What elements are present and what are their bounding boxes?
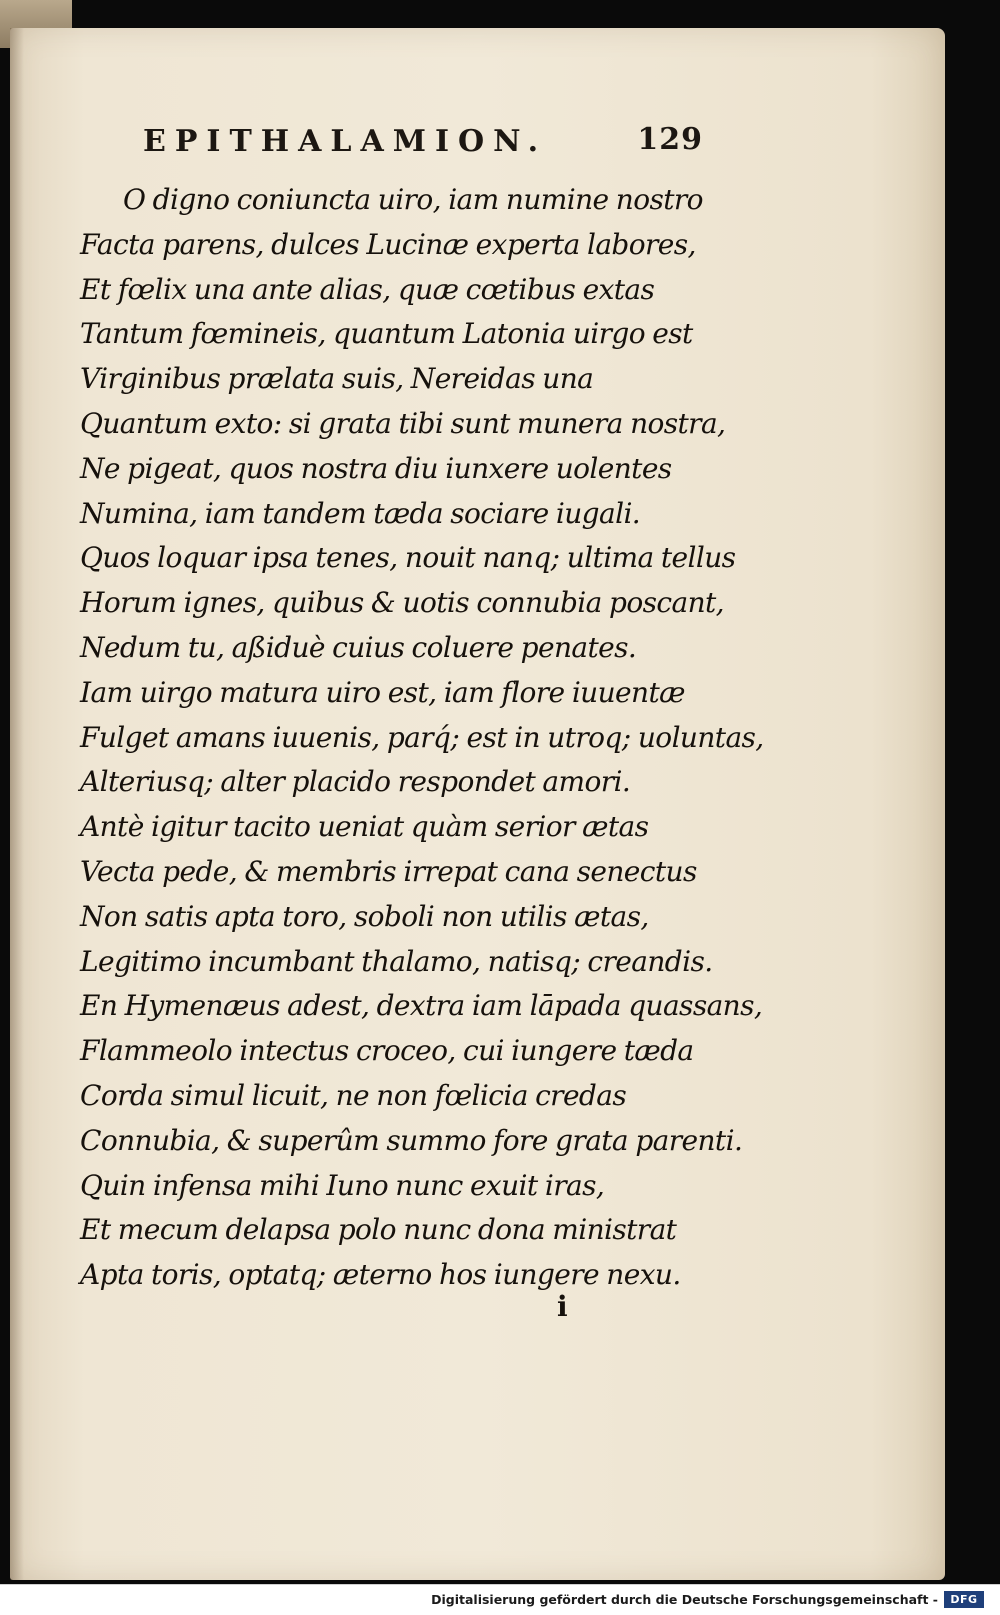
verse-line: Fulget amans iuuenis, parq́; est in utroq; uoluntas, <box>80 720 764 754</box>
verse-line: Horum ignes, quibus & uotis connubia poscant, <box>80 586 724 620</box>
verse-line: Vecta pede, & membris irrepat cana senectus <box>80 854 697 888</box>
verse-line: Quantum exto: si grata tibi sunt munera nostra, <box>80 406 726 440</box>
verse-line: Quos loquar ipsa tenes, nouit nanq; ultima tellus <box>80 541 736 575</box>
book-page <box>10 28 945 1580</box>
catchword: i <box>557 1290 568 1323</box>
verse-line: O digno coniuncta uiro, iam numine nostro <box>123 183 703 216</box>
digitization-footer <box>0 1584 1000 1615</box>
verse-line: Alteriusq; alter placido respondet amori. <box>80 765 631 799</box>
verse-line: Quin infensa mihi Iuno nunc exuit iras, <box>80 1168 605 1202</box>
verse-line: Numina, iam tandem tæda sociare iugali. <box>80 496 641 530</box>
running-head <box>143 116 703 166</box>
verse-line: Iam uirgo matura uiro est, iam flore iuuentæ <box>80 675 685 709</box>
verse-line: Tantum fœmineis, quantum Latonia uirgo est <box>80 317 693 351</box>
dfg-logo[interactable]: DFG <box>944 1591 984 1608</box>
verse-line: Et mecum delapsa polo nunc dona ministrat <box>80 1213 677 1247</box>
verse-text <box>80 178 764 1298</box>
verse-line: Et fœlix una ante alias, quæ cœtibus extas <box>80 272 655 306</box>
verse-line: En Hymenæus adest, dextra iam lāpada quassans, <box>80 989 763 1023</box>
verse-line: Facta parens, dulces Lucinæ experta labores, <box>80 227 696 261</box>
verse-line: Non satis apta toro, soboli non utilis ætas, <box>80 899 649 933</box>
gutter-shadow <box>10 28 24 1580</box>
verse-line: Legitimo incumbant thalamo, natisq; creandis. <box>80 944 713 978</box>
running-title: EPITHALAMION. <box>143 124 548 159</box>
verse-line: Antè igitur tacito ueniat quàm serior ætas <box>80 810 649 844</box>
verse-line: Corda simul licuit, ne non fœlicia credas <box>80 1078 627 1112</box>
page-number: 129 <box>637 122 703 157</box>
verse-line: Connubia, & superûm summo fore grata parenti. <box>80 1123 743 1157</box>
funding-credit: Digitalisierung gefördert durch die Deutsche Forschungsgemeinschaft - <box>431 1592 938 1607</box>
verse-line: Ne pigeat, quos nostra diu iunxere uolentes <box>80 451 672 485</box>
verse-line: Apta toris, optatq; æterno hos iungere nexu. <box>80 1258 681 1292</box>
verse-line: Nedum tu, aßiduè cuius coluere penates. <box>80 630 637 664</box>
verse-line: Flammeolo intectus croceo, cui iungere tæda <box>80 1034 694 1068</box>
verse-line: Virginibus prælata suis, Nereidas una <box>80 362 594 396</box>
